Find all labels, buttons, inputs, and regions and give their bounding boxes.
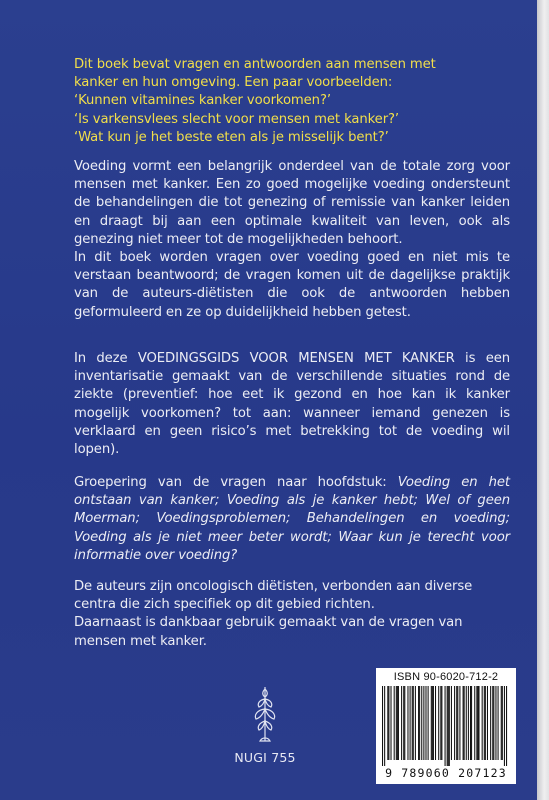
barcode-bar — [498, 686, 499, 760]
barcode-bar — [412, 686, 413, 760]
barcode-bar — [474, 686, 475, 760]
barcode-bar — [447, 686, 448, 766]
barcode-bar — [432, 686, 433, 760]
barcode-bar — [390, 686, 391, 760]
paragraph-text: In dit boek worden vragen over voeding goed en niet mis te verstaan beantwoord; de vragen komen uit de dagelijkse praktijk van de auteurs-diëtisten die ook de antwoorden hebben geformuleerd en ze op duidelijkheid hebben getest. — [74, 250, 510, 320]
barcode-bar — [468, 686, 469, 760]
publisher-logo — [251, 683, 279, 749]
barcode-bar — [394, 686, 395, 760]
barcode-bar — [451, 686, 452, 760]
barcode-label — [376, 668, 516, 784]
barcode-bar — [421, 686, 422, 760]
paragraph-text: is een inventarisatie gemaakt van de verschillende situaties rond de ziekte (preventief: hoe eet ik gezond en hoe kan ik kanker mogelijk voorkomen? tot aan: wanneer iemand genezen is verklaard en geen risico’s met betrekking tot de voeding wil lopen). — [74, 351, 510, 458]
page-edge — [537, 0, 549, 800]
barcode-bar — [398, 686, 399, 760]
paragraph-text: De auteurs zijn oncologisch diëtisten, verbonden aan diverse centra die zich specifiek op dit gebied richten. — [74, 579, 473, 613]
barcode-bar — [404, 686, 405, 760]
barcode-bar — [495, 686, 496, 760]
barcode-bar — [466, 686, 467, 760]
barcode-bar — [471, 686, 472, 760]
barcode-bar — [502, 686, 503, 760]
barcode-bar — [384, 686, 385, 766]
flower-icon — [251, 683, 279, 745]
barcode-icon — [382, 686, 510, 766]
barcode-bar — [506, 686, 507, 766]
barcode-bar — [438, 686, 439, 760]
barcode-bar — [431, 686, 432, 760]
isbn-number: ISBN 90-6020-712-2 — [393, 671, 499, 683]
barcode-bar — [388, 686, 389, 760]
ean-digits: 9 789060 207123 — [385, 766, 507, 780]
intro-block — [74, 56, 510, 147]
barcode-bar — [492, 686, 493, 760]
intro-question: ‘Kunnen vitamines kanker voorkomen?’ — [74, 93, 331, 109]
barcode-bar — [428, 686, 429, 760]
barcode-bar — [382, 686, 383, 766]
barcode-bar — [485, 686, 486, 760]
intro-question: ‘Is varkensvlees slecht voor mensen met kanker?’ — [74, 111, 400, 127]
paragraph-text: Voeding vormt een belangrijk onderdeel van de totale zorg voor mensen met kanker. Een zo goed mogelijke voeding ondersteunt de behandelingen die tot genezing of remissie van kanker leiden en draagt bij aan een optimale kwaliteit van leven, ook als genezing niet meer tot de mogelijkheden behoort. — [74, 159, 510, 247]
barcode-bar — [478, 686, 479, 760]
paragraph-lead: Groepering van de vragen naar hoofdstuk: — [74, 475, 398, 490]
barcode-bar — [454, 686, 455, 760]
barcode-bar — [440, 686, 441, 760]
barcode-bar — [410, 686, 411, 760]
barcode-bar — [504, 686, 505, 766]
nugi-code: NUGI 755 — [234, 750, 296, 765]
paragraph-hoofdstukken — [74, 474, 510, 565]
barcode-bar — [433, 686, 434, 760]
barcode-bar — [423, 686, 424, 760]
barcode-bar — [413, 686, 414, 760]
barcode-bar — [484, 686, 485, 760]
barcode-bar — [441, 686, 442, 760]
barcode-bar — [397, 686, 398, 760]
barcode-bar — [456, 686, 457, 760]
barcode-bar — [463, 686, 464, 760]
paragraph-auteurs — [74, 578, 510, 651]
intro-question: ‘Wat kun je het beste eten als je misselijk bent?’ — [74, 129, 389, 145]
barcode-bar — [459, 686, 460, 760]
barcode-bar — [387, 686, 388, 760]
barcode-bar — [396, 686, 397, 760]
barcode-bar — [401, 686, 402, 760]
barcode-bar — [457, 686, 458, 760]
barcode-bar — [448, 686, 449, 766]
chapter-list: Voeding en het ontstaan van kanker; Voeding als je kanker hebt; Wel of geen Moerman; Voedingsproblemen; Behandelingen en voeding; Voeding als je niet meer beter wordt; Waar kun je terecht voor informatie over voeding? — [74, 475, 510, 563]
intro-line: Dit boek bevat vragen en antwoorden aan mensen met — [74, 57, 436, 72]
barcode-bar — [482, 686, 483, 760]
barcode-bar — [435, 686, 436, 760]
barcode-bar — [493, 686, 494, 760]
paragraph-voedingsgids — [74, 350, 510, 459]
barcode-bar — [487, 686, 488, 760]
paragraph-text: Daarnaast is dankbaar gebruik gemaakt van de vragen van mensen met kanker. — [74, 615, 463, 649]
barcode-bar — [476, 686, 477, 760]
barcode-bar — [403, 686, 404, 760]
barcode-bar — [418, 686, 419, 760]
intro-line: kanker en hun omgeving. Een paar voorbeelden: — [74, 75, 393, 91]
paragraph-lead: In deze — [74, 351, 138, 366]
barcode-bar — [477, 686, 478, 760]
barcode-bar — [445, 686, 446, 766]
barcode-bar — [490, 686, 491, 760]
barcode-bar — [464, 686, 465, 760]
barcode-bar — [470, 686, 471, 760]
barcode-bar — [501, 686, 502, 760]
book-title-caps: VOEDINGSGIDS VOOR MENSEN MET KANKER — [137, 351, 455, 366]
barcode-bar — [449, 686, 450, 766]
paragraph-voeding — [74, 158, 510, 322]
barcode-bar — [425, 686, 426, 760]
barcode-bar — [419, 686, 420, 760]
barcode-bar — [407, 686, 408, 760]
barcode-bar — [415, 686, 416, 760]
